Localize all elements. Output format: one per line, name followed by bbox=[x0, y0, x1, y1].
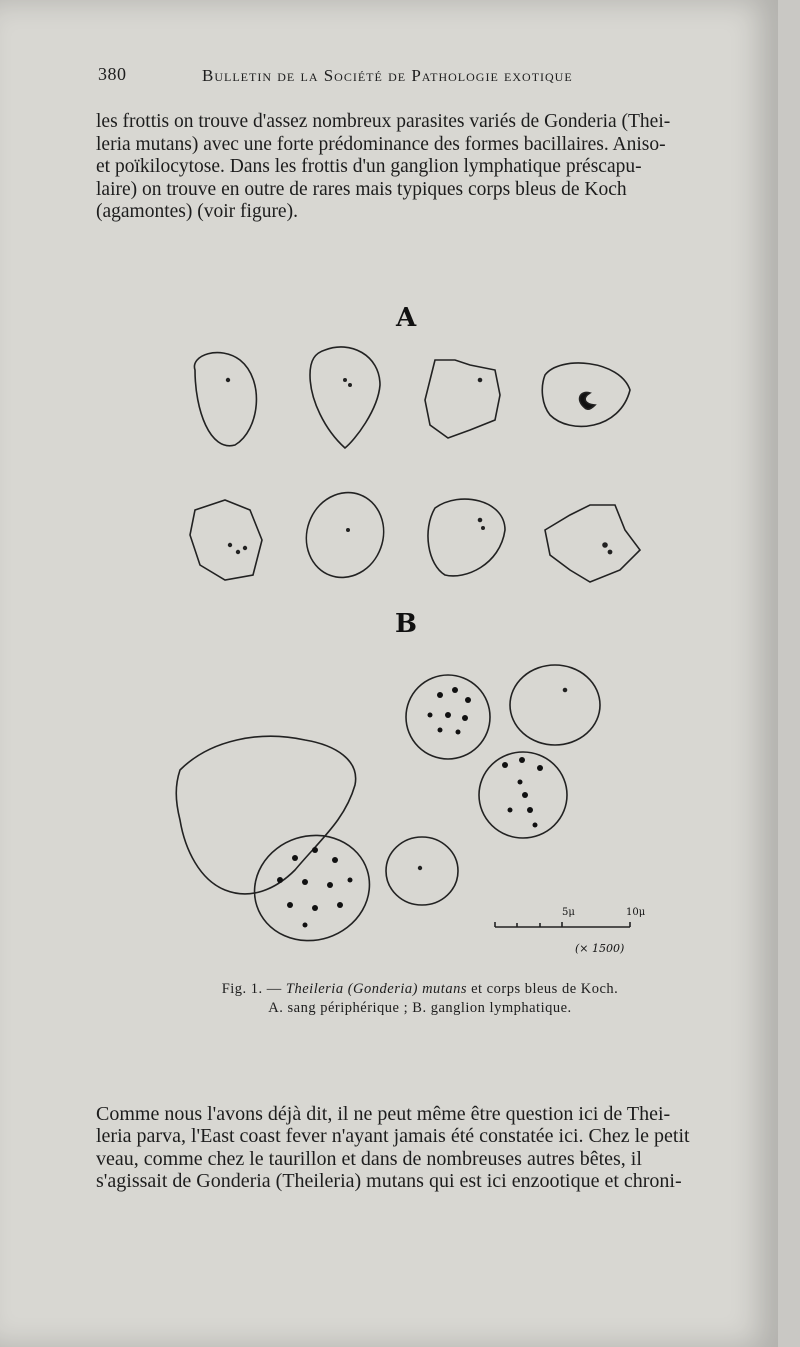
text-line: Comme nous l'avons déjà dit, il ne peut même être question ici de Thei- bbox=[96, 1103, 671, 1125]
cell bbox=[510, 665, 600, 745]
cell bbox=[542, 363, 630, 426]
scale-bar bbox=[495, 922, 630, 927]
journal-title: Bulletin de la Société de Pathologie exotique bbox=[202, 66, 573, 85]
caption-line-2: A. sang périphérique ; B. ganglion lymphatique. bbox=[268, 1000, 572, 1016]
scale-label-5: 5μ bbox=[562, 907, 575, 918]
caption-prefix: Fig. 1. — bbox=[221, 981, 286, 997]
paragraph-1 bbox=[96, 111, 758, 224]
caption-suffix: et corps bleus de Koch. bbox=[466, 981, 619, 997]
cell bbox=[386, 837, 458, 905]
scale-label-10: 10μ bbox=[626, 907, 646, 918]
text-line: les frottis on trouve d'assez nombreux parasites variés de Gonderia (Thei- bbox=[96, 111, 671, 132]
text-line: (agamontes) (voir figure). bbox=[96, 201, 298, 222]
magnification-label: (× 1500) bbox=[575, 942, 625, 955]
figure-label-b: B bbox=[395, 609, 417, 639]
figure-label-a: A bbox=[396, 303, 417, 333]
text-line: veau, comme chez le taurillon et dans de nombreuses autres bêtes, il bbox=[96, 1147, 642, 1170]
cell bbox=[190, 500, 262, 580]
cell bbox=[194, 353, 256, 446]
cell bbox=[425, 360, 500, 438]
cell bbox=[545, 505, 640, 582]
text-line: leria parva, l'East coast fever n'ayant jamais été constatée ici. Chez le petit bbox=[96, 1125, 690, 1148]
text-line: leria mutans) avec une forte prédominance des formes bacillaires. Aniso- bbox=[96, 133, 666, 155]
cell bbox=[241, 821, 383, 956]
cell bbox=[406, 675, 490, 759]
figure-caption bbox=[120, 980, 720, 1018]
text-line: s'agissait de Gonderia (Theileria) mutans qui est ici enzootique et chroni- bbox=[96, 1169, 682, 1192]
text-line: laire) on trouve en outre de rares mais typiques corps bleus de Koch bbox=[96, 178, 627, 200]
paragraph-2 bbox=[96, 1103, 758, 1192]
caption-species: Theileria (Gonderia) mutans bbox=[285, 981, 467, 997]
figure-blood-cells bbox=[150, 290, 670, 970]
cell bbox=[310, 347, 380, 448]
cell bbox=[295, 482, 396, 589]
text-line: et poïkilocytose. Dans les frottis d'un ganglion lymphatique préscapu- bbox=[96, 156, 642, 177]
page-number: 380 bbox=[98, 64, 127, 84]
cell bbox=[428, 499, 505, 576]
cell-large bbox=[176, 736, 355, 894]
cell bbox=[479, 752, 567, 838]
